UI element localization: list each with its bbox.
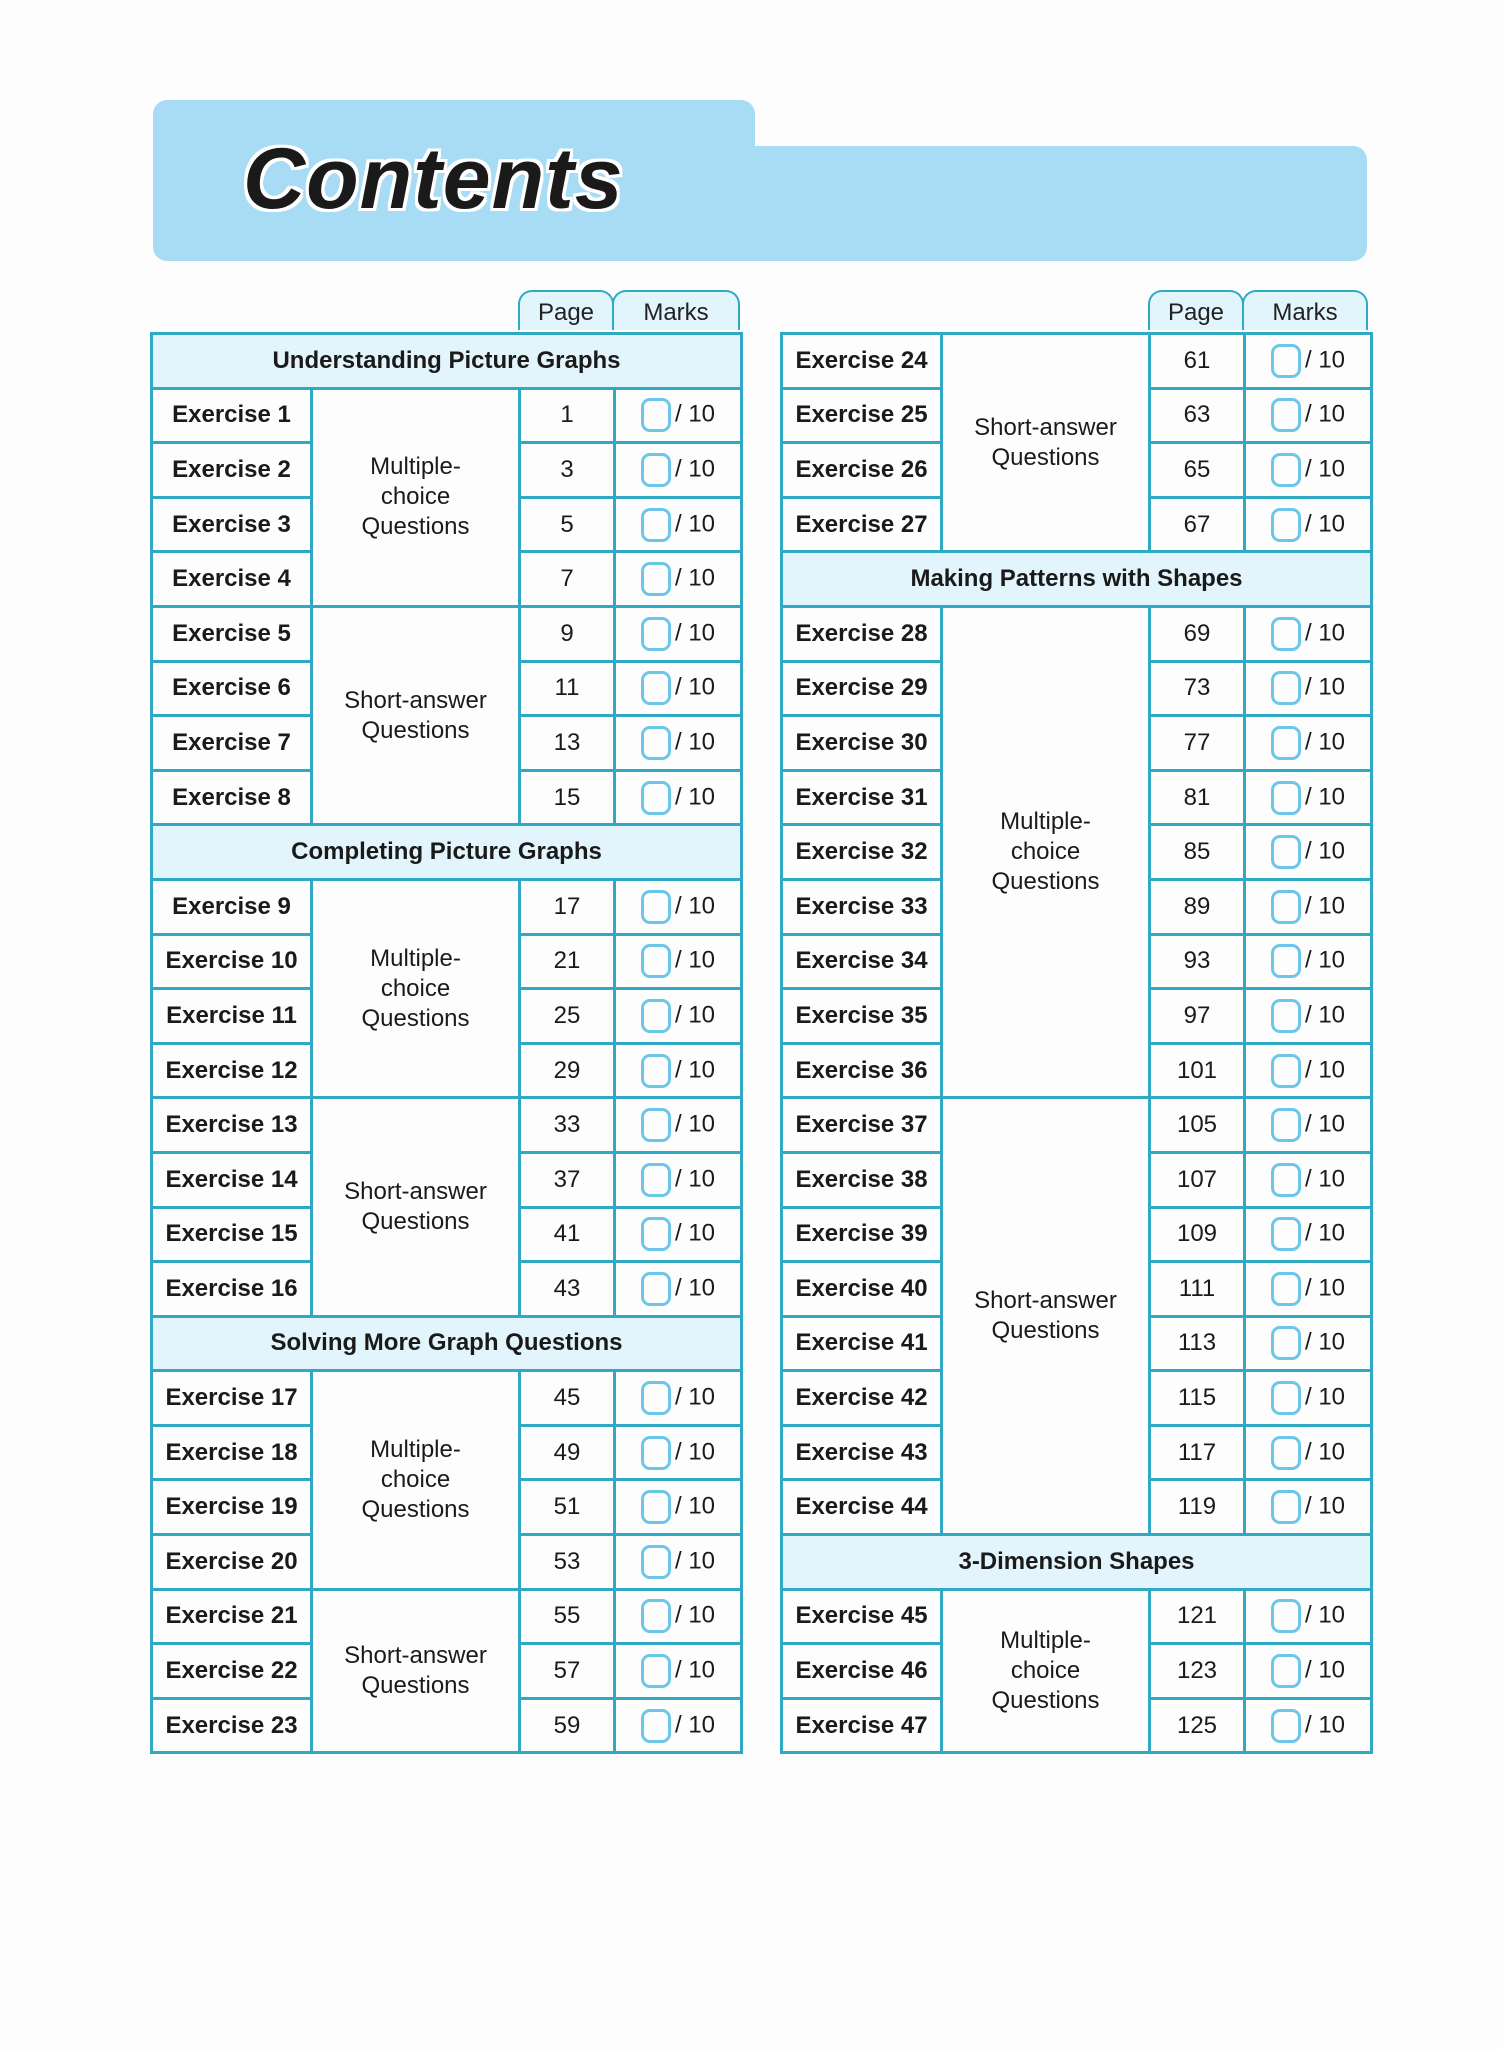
exercise-name: Exercise 3 (152, 497, 312, 552)
marks-total: / 10 (1304, 1438, 1346, 1466)
exercise-name: Exercise 9 (152, 879, 312, 934)
question-type-label: Multiple-choice Questions (361, 1435, 470, 1523)
marks-cell (1245, 716, 1372, 771)
question-type-label: Short-answer Questions (344, 686, 487, 744)
contents-table-right (780, 332, 1373, 1754)
page-number: 81 (1150, 770, 1245, 825)
page-number: 55 (520, 1589, 615, 1644)
marks-cell (1245, 1316, 1372, 1371)
exercise-name: Exercise 13 (152, 1098, 312, 1153)
marks-input-box[interactable] (1271, 1217, 1301, 1251)
marks-cell (615, 989, 742, 1044)
exercise-row (152, 879, 742, 934)
page-number: 51 (520, 1480, 615, 1535)
page-number: 107 (1150, 1152, 1245, 1207)
exercise-name: Exercise 28 (782, 606, 942, 661)
marks-total: / 10 (1304, 400, 1346, 428)
exercise-name: Exercise 40 (782, 1262, 942, 1317)
page-number: 57 (520, 1644, 615, 1699)
marks-total: / 10 (1304, 1601, 1346, 1629)
marks-total: / 10 (674, 564, 716, 592)
page-number: 45 (520, 1371, 615, 1426)
marks-input-box[interactable] (1271, 1381, 1301, 1415)
marks-input-box[interactable] (1271, 344, 1301, 378)
marks-input-box[interactable] (1271, 726, 1301, 760)
page-number: 9 (520, 606, 615, 661)
exercise-name: Exercise 27 (782, 497, 942, 552)
exercise-name: Exercise 23 (152, 1698, 312, 1753)
marks-input-box[interactable] (641, 508, 671, 542)
marks-total: / 10 (1304, 1710, 1346, 1738)
marks-input-box[interactable] (641, 726, 671, 760)
page-number: 25 (520, 989, 615, 1044)
marks-total: / 10 (674, 1274, 716, 1302)
marks-total: / 10 (1304, 1492, 1346, 1520)
question-type (942, 1589, 1150, 1753)
marks-cell (1245, 989, 1372, 1044)
marks-total: / 10 (1304, 1274, 1346, 1302)
question-type-label: Multiple-choice Questions (361, 453, 470, 541)
exercise-name: Exercise 4 (152, 552, 312, 607)
page-number: 1 (520, 388, 615, 443)
marks-total: / 10 (674, 455, 716, 483)
exercise-name: Exercise 6 (152, 661, 312, 716)
marks-total: / 10 (674, 782, 716, 810)
exercise-name: Exercise 8 (152, 770, 312, 825)
marks-cell (615, 606, 742, 661)
marks-cell (1245, 1152, 1372, 1207)
section-heading: Making Patterns with Shapes (782, 552, 1372, 607)
marks-cell (1245, 934, 1372, 989)
marks-input-box[interactable] (1271, 1436, 1301, 1470)
marks-total: / 10 (674, 892, 716, 920)
exercise-name: Exercise 46 (782, 1644, 942, 1699)
exercise-row (782, 1098, 1372, 1153)
marks-cell (1245, 1644, 1372, 1699)
exercise-name: Exercise 17 (152, 1371, 312, 1426)
marks-input-box[interactable] (1271, 453, 1301, 487)
marks-total: / 10 (1304, 455, 1346, 483)
question-type (312, 606, 520, 824)
marks-total: / 10 (674, 728, 716, 756)
marks-input-box[interactable] (1271, 944, 1301, 978)
marks-input-box[interactable] (641, 671, 671, 705)
exercise-name: Exercise 29 (782, 661, 942, 716)
marks-input-box[interactable] (1271, 1326, 1301, 1360)
exercise-name: Exercise 45 (782, 1589, 942, 1644)
exercise-row (782, 334, 1372, 389)
marks-input-box[interactable] (1271, 398, 1301, 432)
marks-input-box[interactable] (641, 1654, 671, 1688)
exercise-name: Exercise 5 (152, 606, 312, 661)
marks-input-box[interactable] (641, 1163, 671, 1197)
marks-cell (1245, 825, 1372, 880)
page-number: 123 (1150, 1644, 1245, 1699)
marks-total: / 10 (1304, 1656, 1346, 1684)
marks-total: / 10 (1304, 892, 1346, 920)
marks-cell (1245, 1371, 1372, 1426)
marks-cell (1245, 334, 1372, 389)
marks-input-box[interactable] (1271, 1709, 1301, 1743)
marks-total: / 10 (1304, 619, 1346, 647)
question-type (942, 334, 1150, 552)
marks-total: / 10 (1304, 509, 1346, 537)
marks-total: / 10 (1304, 1110, 1346, 1138)
marks-input-box[interactable] (1271, 781, 1301, 815)
exercise-name: Exercise 10 (152, 934, 312, 989)
marks-column-header: Marks (1242, 290, 1368, 330)
page-number: 33 (520, 1098, 615, 1153)
marks-input-box[interactable] (1271, 1108, 1301, 1142)
page-number: 109 (1150, 1207, 1245, 1262)
marks-total: / 10 (1304, 946, 1346, 974)
marks-input-box[interactable] (1271, 835, 1301, 869)
marks-input-box[interactable] (641, 1108, 671, 1142)
question-type (942, 606, 1150, 1097)
marks-cell (1245, 1480, 1372, 1535)
page-column-header: Page (518, 290, 614, 330)
marks-input-box[interactable] (641, 1545, 671, 1579)
section-heading: Solving More Graph Questions (152, 1316, 742, 1371)
exercise-name: Exercise 15 (152, 1207, 312, 1262)
page-number: 3 (520, 443, 615, 498)
exercise-name: Exercise 1 (152, 388, 312, 443)
marks-total: / 10 (1304, 1001, 1346, 1029)
marks-total: / 10 (674, 946, 716, 974)
page-number: 93 (1150, 934, 1245, 989)
page-number: 49 (520, 1425, 615, 1480)
marks-input-box[interactable] (641, 781, 671, 815)
marks-cell (1245, 1698, 1372, 1753)
question-type (312, 1098, 520, 1316)
page-number: 97 (1150, 989, 1245, 1044)
page-number: 67 (1150, 497, 1245, 552)
marks-total: / 10 (674, 1547, 716, 1575)
exercise-name: Exercise 42 (782, 1371, 942, 1426)
page-number: 85 (1150, 825, 1245, 880)
marks-total: / 10 (1304, 673, 1346, 701)
exercise-name: Exercise 24 (782, 334, 942, 389)
marks-cell (1245, 1589, 1372, 1644)
marks-cell (1245, 606, 1372, 661)
marks-cell (1245, 1207, 1372, 1262)
marks-total: / 10 (674, 1492, 716, 1520)
marks-total: / 10 (674, 1219, 716, 1247)
marks-input-box[interactable] (641, 1490, 671, 1524)
marks-cell (615, 1589, 742, 1644)
marks-input-box[interactable] (641, 562, 671, 596)
marks-input-box[interactable] (641, 1436, 671, 1470)
marks-input-box[interactable] (641, 1709, 671, 1743)
marks-total: / 10 (1304, 837, 1346, 865)
marks-cell (615, 879, 742, 934)
marks-cell (615, 1425, 742, 1480)
marks-total: / 10 (674, 1110, 716, 1138)
exercise-name: Exercise 38 (782, 1152, 942, 1207)
marks-input-box[interactable] (641, 1054, 671, 1088)
contents-table-left (150, 332, 743, 1754)
marks-total: / 10 (1304, 728, 1346, 756)
marks-total: / 10 (674, 1601, 716, 1629)
marks-input-box[interactable] (1271, 508, 1301, 542)
marks-input-box[interactable] (1271, 617, 1301, 651)
marks-column-header: Marks (612, 290, 740, 330)
marks-input-box[interactable] (1271, 999, 1301, 1033)
marks-input-box[interactable] (641, 1272, 671, 1306)
question-type-label: Multiple-choice Questions (991, 808, 1100, 896)
page-number: 63 (1150, 388, 1245, 443)
exercise-row (782, 1589, 1372, 1644)
exercise-row (152, 1098, 742, 1153)
marks-cell (1245, 879, 1372, 934)
marks-cell (615, 661, 742, 716)
marks-input-box[interactable] (1271, 1599, 1301, 1633)
marks-cell (1245, 443, 1372, 498)
page-number: 11 (520, 661, 615, 716)
marks-total: / 10 (674, 1055, 716, 1083)
question-type (312, 388, 520, 606)
marks-input-box[interactable] (641, 398, 671, 432)
marks-cell (615, 770, 742, 825)
marks-total: / 10 (1304, 782, 1346, 810)
exercise-name: Exercise 31 (782, 770, 942, 825)
exercise-name: Exercise 16 (152, 1262, 312, 1317)
marks-total: / 10 (674, 1383, 716, 1411)
marks-cell (615, 552, 742, 607)
marks-cell (615, 1535, 742, 1590)
marks-total: / 10 (1304, 1055, 1346, 1083)
marks-cell (1245, 1262, 1372, 1317)
marks-cell (615, 443, 742, 498)
page-number: 59 (520, 1698, 615, 1753)
page-number: 125 (1150, 1698, 1245, 1753)
section-heading: Completing Picture Graphs (152, 825, 742, 880)
exercise-name: Exercise 47 (782, 1698, 942, 1753)
page-number: 69 (1150, 606, 1245, 661)
exercise-name: Exercise 32 (782, 825, 942, 880)
marks-cell (615, 497, 742, 552)
question-type-label: Multiple-choice Questions (361, 944, 470, 1032)
marks-total: / 10 (1304, 346, 1346, 374)
page-number: 89 (1150, 879, 1245, 934)
marks-total: / 10 (674, 1656, 716, 1684)
page-number: 119 (1150, 1480, 1245, 1535)
exercise-row (152, 1371, 742, 1426)
marks-cell (1245, 497, 1372, 552)
exercise-name: Exercise 43 (782, 1425, 942, 1480)
marks-cell (615, 934, 742, 989)
contents-column-left (150, 290, 740, 1754)
question-type-label: Short-answer Questions (974, 1287, 1117, 1345)
marks-input-box[interactable] (641, 1217, 671, 1251)
exercise-name: Exercise 21 (152, 1589, 312, 1644)
marks-cell (1245, 1425, 1372, 1480)
page-number: 21 (520, 934, 615, 989)
section-heading: Understanding Picture Graphs (152, 334, 742, 389)
exercise-name: Exercise 35 (782, 989, 942, 1044)
marks-input-box[interactable] (641, 1599, 671, 1633)
exercise-name: Exercise 37 (782, 1098, 942, 1153)
page-number: 65 (1150, 443, 1245, 498)
page-number: 105 (1150, 1098, 1245, 1153)
exercise-name: Exercise 11 (152, 989, 312, 1044)
marks-total: / 10 (1304, 1328, 1346, 1356)
marks-total: / 10 (674, 619, 716, 647)
page-column-header: Page (1148, 290, 1244, 330)
marks-input-box[interactable] (1271, 1163, 1301, 1197)
exercise-name: Exercise 41 (782, 1316, 942, 1371)
marks-input-box[interactable] (1271, 890, 1301, 924)
page-number: 115 (1150, 1371, 1245, 1426)
marks-input-box[interactable] (1271, 1054, 1301, 1088)
section-heading: 3-Dimension Shapes (782, 1535, 1372, 1590)
page-number: 37 (520, 1152, 615, 1207)
marks-cell (615, 1262, 742, 1317)
contents-column-right (780, 290, 1368, 1754)
marks-input-box[interactable] (641, 453, 671, 487)
marks-total: / 10 (674, 673, 716, 701)
question-type-label: Multiple-choice Questions (991, 1627, 1100, 1715)
marks-cell (615, 1098, 742, 1153)
marks-total: / 10 (1304, 1165, 1346, 1193)
exercise-name: Exercise 20 (152, 1535, 312, 1590)
marks-input-box[interactable] (1271, 1490, 1301, 1524)
marks-cell (615, 1152, 742, 1207)
marks-total: / 10 (674, 1001, 716, 1029)
marks-cell (615, 716, 742, 771)
exercise-name: Exercise 7 (152, 716, 312, 771)
title-banner (153, 100, 1367, 261)
marks-input-box[interactable] (641, 890, 671, 924)
exercise-name: Exercise 44 (782, 1480, 942, 1535)
exercise-row (152, 1589, 742, 1644)
marks-total: / 10 (674, 509, 716, 537)
question-type (312, 1589, 520, 1753)
marks-cell (1245, 1098, 1372, 1153)
exercise-name: Exercise 12 (152, 1043, 312, 1098)
page-number: 61 (1150, 334, 1245, 389)
page-number: 15 (520, 770, 615, 825)
exercise-name: Exercise 18 (152, 1425, 312, 1480)
question-type (942, 1098, 1150, 1535)
exercise-name: Exercise 34 (782, 934, 942, 989)
marks-cell (615, 1371, 742, 1426)
marks-input-box[interactable] (1271, 1654, 1301, 1688)
exercise-name: Exercise 26 (782, 443, 942, 498)
question-type (312, 879, 520, 1097)
exercise-name: Exercise 22 (152, 1644, 312, 1699)
page-number: 111 (1150, 1262, 1245, 1317)
marks-total: / 10 (1304, 1219, 1346, 1247)
page-number: 77 (1150, 716, 1245, 771)
exercise-name: Exercise 33 (782, 879, 942, 934)
question-type-label: Short-answer Questions (344, 1642, 487, 1700)
marks-total: / 10 (674, 1165, 716, 1193)
exercise-name: Exercise 2 (152, 443, 312, 498)
page-number: 29 (520, 1043, 615, 1098)
marks-total: / 10 (674, 400, 716, 428)
marks-cell (615, 1207, 742, 1262)
page-number: 41 (520, 1207, 615, 1262)
exercise-name: Exercise 36 (782, 1043, 942, 1098)
exercise-row (782, 606, 1372, 661)
marks-input-box[interactable] (1271, 1272, 1301, 1306)
page-number: 101 (1150, 1043, 1245, 1098)
marks-cell (615, 388, 742, 443)
marks-cell (615, 1043, 742, 1098)
marks-cell (1245, 1043, 1372, 1098)
page-number: 17 (520, 879, 615, 934)
marks-cell (1245, 388, 1372, 443)
page-number: 13 (520, 716, 615, 771)
exercise-name: Exercise 14 (152, 1152, 312, 1207)
exercise-name: Exercise 25 (782, 388, 942, 443)
marks-cell (615, 1698, 742, 1753)
page-title: Contents (243, 131, 624, 227)
page-number: 53 (520, 1535, 615, 1590)
marks-input-box[interactable] (641, 1381, 671, 1415)
marks-input-box[interactable] (641, 944, 671, 978)
marks-cell (1245, 770, 1372, 825)
question-type-label: Short-answer Questions (344, 1178, 487, 1235)
marks-total: / 10 (674, 1710, 716, 1738)
marks-input-box[interactable] (1271, 671, 1301, 705)
question-type-label: Short-answer Questions (974, 413, 1117, 471)
question-type (312, 1371, 520, 1589)
exercise-row (152, 606, 742, 661)
marks-total: / 10 (674, 1438, 716, 1466)
exercise-name: Exercise 30 (782, 716, 942, 771)
exercise-name: Exercise 19 (152, 1480, 312, 1535)
marks-input-box[interactable] (641, 999, 671, 1033)
page-number: 73 (1150, 661, 1245, 716)
marks-cell (615, 1644, 742, 1699)
marks-input-box[interactable] (641, 617, 671, 651)
page-number: 7 (520, 552, 615, 607)
page-number: 5 (520, 497, 615, 552)
exercise-name: Exercise 39 (782, 1207, 942, 1262)
marks-cell (615, 1480, 742, 1535)
marks-total: / 10 (1304, 1383, 1346, 1411)
marks-cell (1245, 661, 1372, 716)
page-number: 43 (520, 1262, 615, 1317)
page-number: 117 (1150, 1425, 1245, 1480)
exercise-row (152, 388, 742, 443)
page-number: 121 (1150, 1589, 1245, 1644)
page-number: 113 (1150, 1316, 1245, 1371)
